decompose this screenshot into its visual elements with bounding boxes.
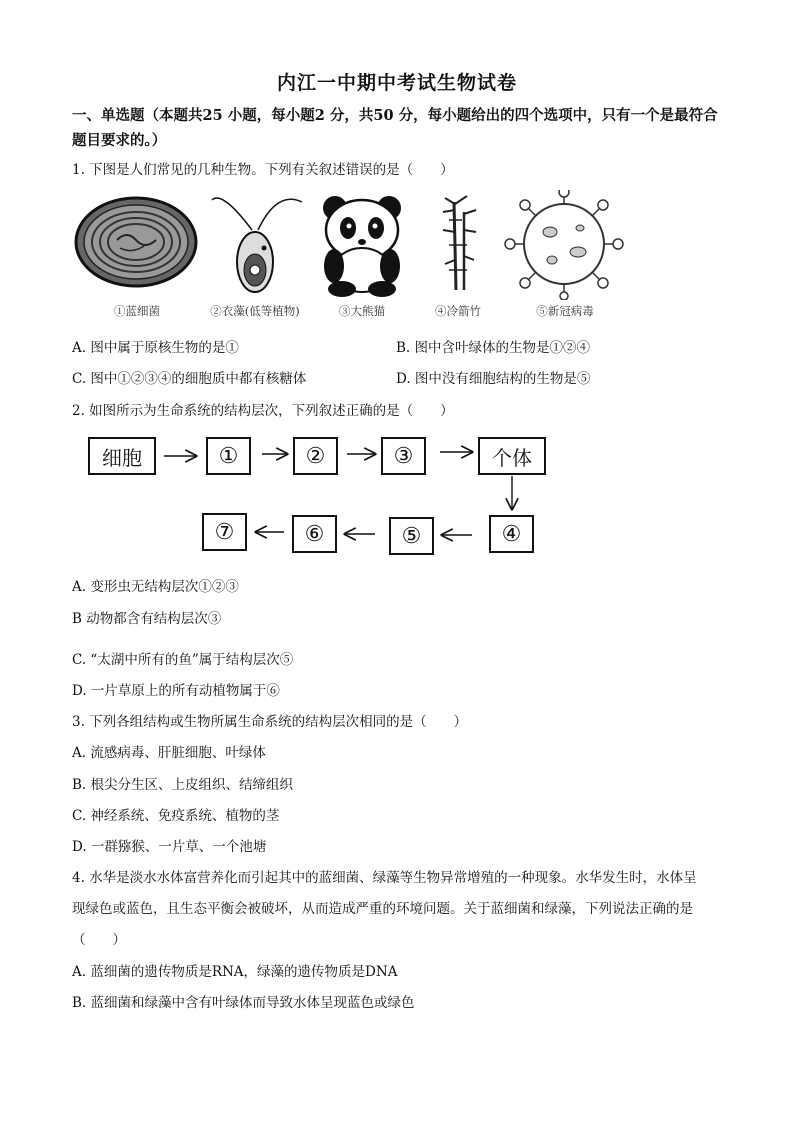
q3-option-a: A. 流感病毒、肝脏细胞、叶绿体 [72, 745, 266, 761]
q2-option-a: A. 变形虫无结构层次①②③ [72, 579, 239, 595]
q2-stem: 2. 如图所示为生命系统的结构层次，下列叙述正确的是（ ） [72, 403, 454, 419]
q1-option-c: C. 图中①②③④的细胞质中都有核糖体 [72, 371, 307, 387]
q1-option-d: D. 图中没有细胞结构的生物是⑤ [396, 371, 591, 387]
q1-option-a: A. 图中属于原核生物的是① [72, 340, 239, 356]
q3-option-d: D. 一群猕猴、一片草、一个池塘 [72, 839, 267, 855]
q4-option-b: B. 蓝细菌和绿藻中含有叶绿体而导致水体呈现蓝色或绿色 [72, 995, 415, 1011]
caption-bamboo: ④冷箭竹 [435, 304, 481, 318]
q4-stem-line-1: 4. 水华是淡水水体富营养化而引起其中的蓝细菌、绿藻等生物异常增殖的一种现象。水华发生时，水体呈 [72, 870, 697, 886]
q1-option-b: B. 图中含叶绿体的生物是①②④ [396, 340, 591, 356]
q4-stem-line-2: 现绿色或蓝色，且生态平衡会被破坏，从而造成严重的环境问题。关于蓝细菌和绿藻，下列说法正确的是 [72, 901, 693, 917]
q4-stem-line-3: （ ） [72, 932, 126, 948]
level-box-4: ④ [489, 515, 534, 553]
level-box-1: ① [206, 437, 251, 475]
level-box-5: ⑤ [389, 517, 434, 555]
q3-stem: 3. 下列各组结构或生物所属生命系统的结构层次相同的是（ ） [72, 714, 468, 730]
level-box-7: ⑦ [202, 513, 247, 551]
level-box-cell: 细胞 [88, 437, 156, 475]
level-box-3: ③ [381, 437, 426, 475]
q2-option-c: C. “太湖中所有的鱼”属于结构层次⑤ [72, 652, 294, 668]
q2-option-b: B 动物都含有结构层次③ [72, 611, 222, 627]
q4-option-a: A. 蓝细菌的遗传物质是RNA，绿藻的遗传物质是DNA [72, 964, 398, 980]
caption-virus: ⑤新冠病毒 [536, 304, 594, 318]
q3-option-b: B. 根尖分生区、上皮组织、结缔组织 [72, 777, 294, 793]
level-box-individual: 个体 [478, 437, 546, 475]
q2-option-d: D. 一片草原上的所有动植物属于⑥ [72, 683, 280, 699]
section-heading: 一、单选题（本题共25 小题，每小题2 分，共50 分，每小题给出的四个选项中，只有一个是最符合题目要求的。） [72, 107, 718, 149]
page-title: 内江一中期中考试生物试卷 [276, 72, 517, 94]
caption-cyanobacteria: ①蓝细菌 [114, 304, 160, 318]
level-box-6: ⑥ [292, 515, 337, 553]
caption-chlamydomonas: ②衣藻(低等植物) [210, 304, 300, 318]
q3-option-c: C. 神经系统、免疫系统、植物的茎 [72, 808, 280, 824]
caption-panda: ③大熊猫 [339, 304, 385, 318]
level-box-2: ② [293, 437, 338, 475]
q1-stem: 1. 下图是人们常见的几种生物。下列有关叙述错误的是（ ） [72, 162, 454, 178]
